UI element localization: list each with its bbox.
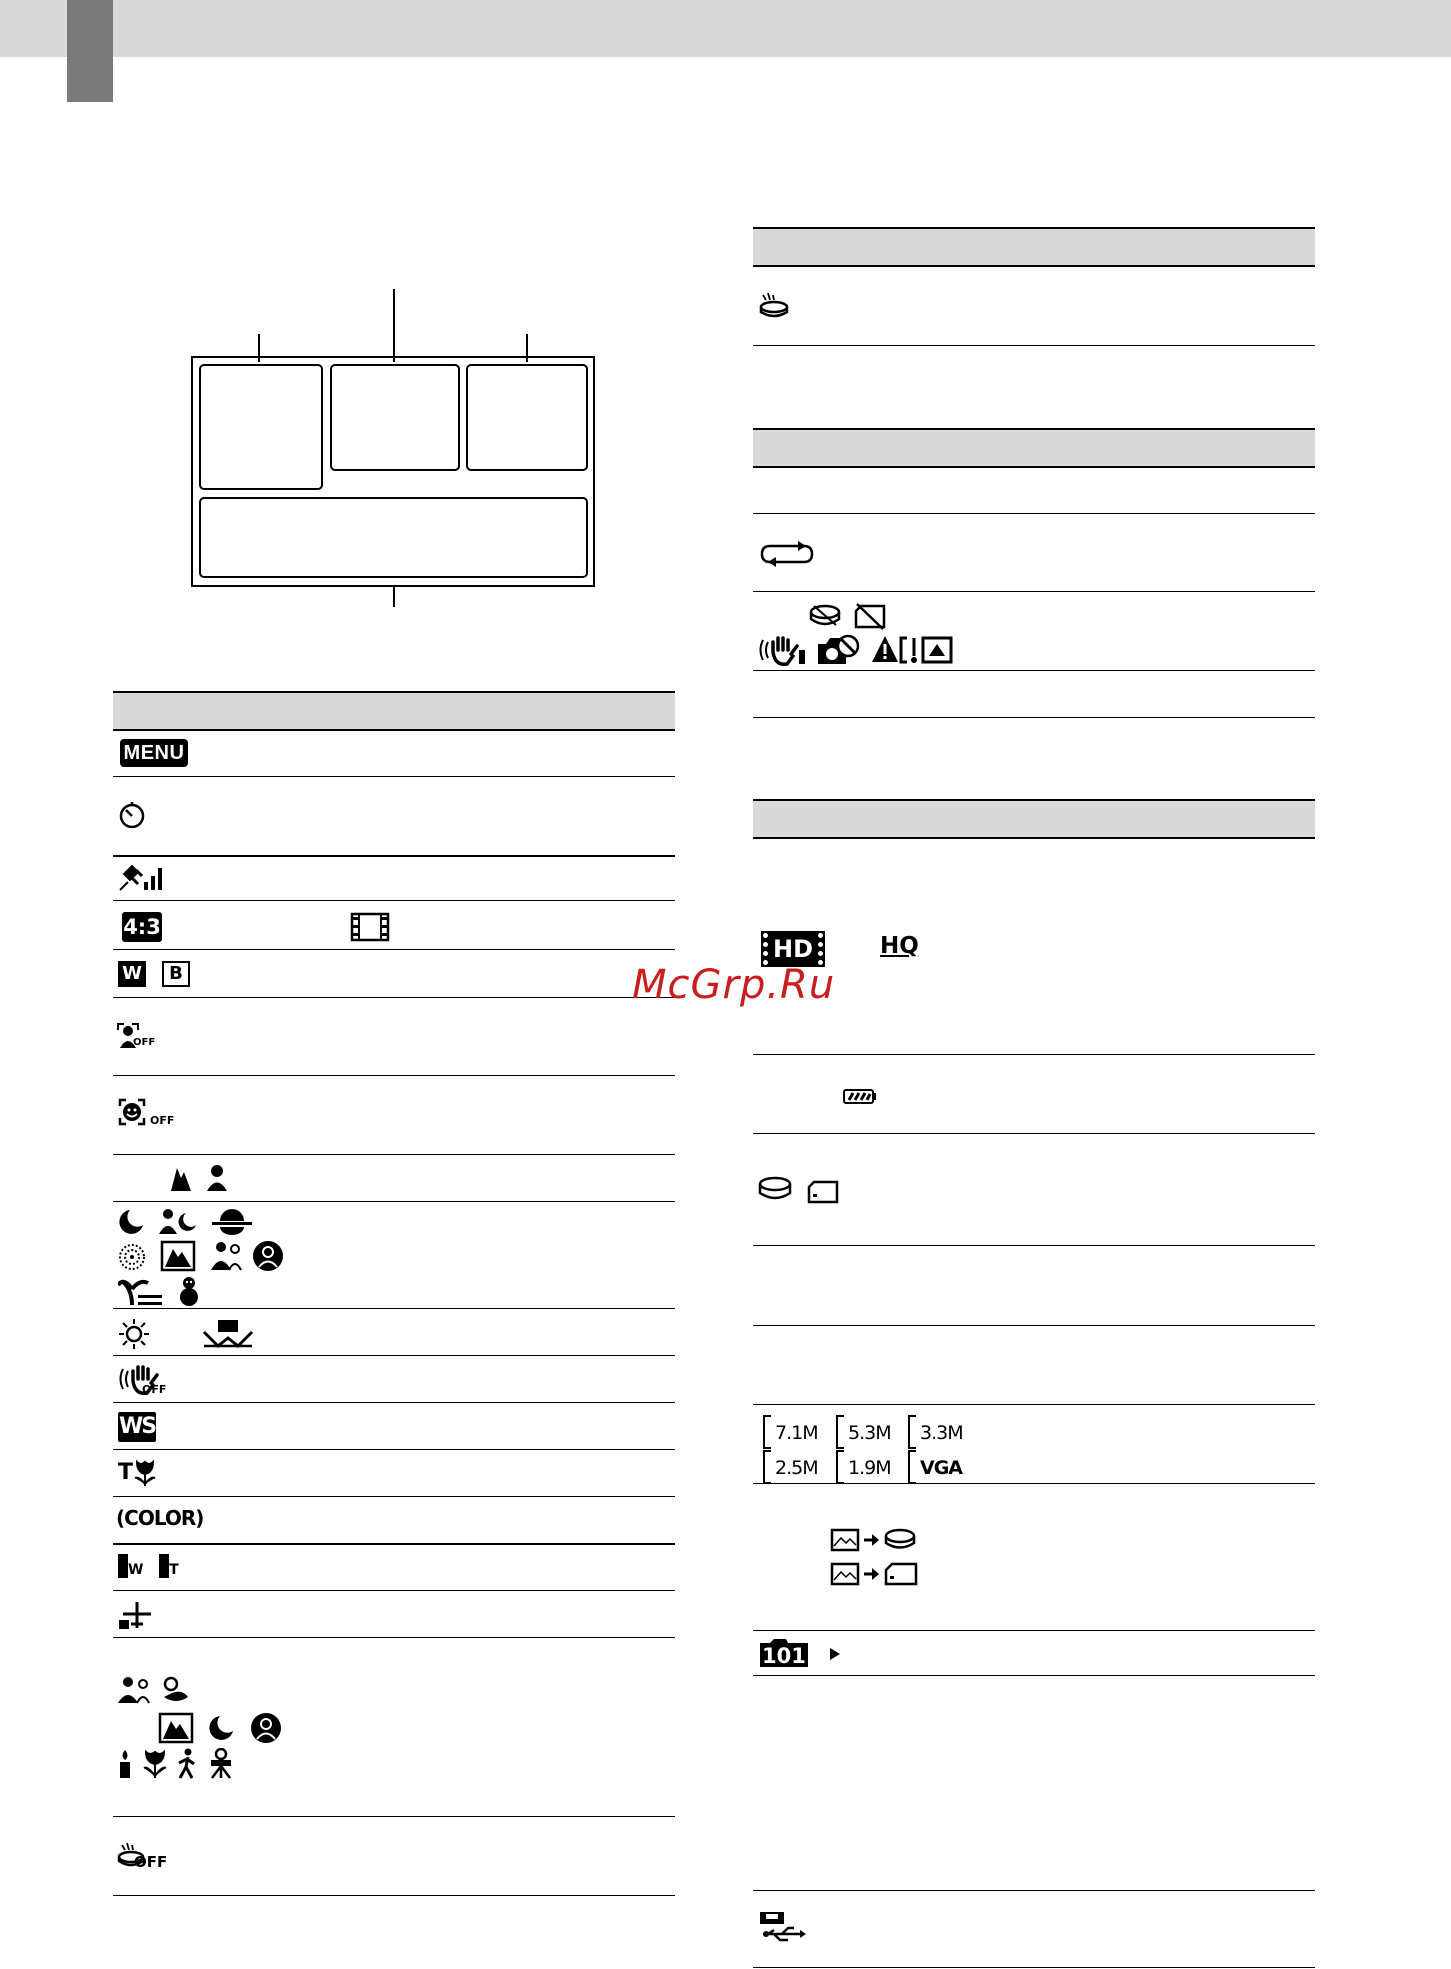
conversion-lens-tele-label: T: [169, 1562, 179, 1578]
row-divider: [113, 1590, 675, 1591]
copy-to-hdd-icon: [830, 1526, 920, 1554]
underwater-icon: [202, 1318, 254, 1348]
row-divider: [753, 1245, 1315, 1246]
hd-icon: HD: [763, 933, 823, 965]
row-divider: [753, 670, 1315, 671]
row-divider: [753, 513, 1315, 514]
film-icon: [350, 912, 390, 942]
conversion-lens-icon: [118, 1553, 179, 1578]
camera-warning-icon: [816, 634, 860, 666]
wide-icon: W: [118, 961, 146, 987]
row-divider: [113, 1402, 675, 1403]
smile-shutter-off-icon: [118, 1098, 152, 1128]
folder-number: 101: [762, 1644, 806, 1668]
night-icon: [206, 1713, 236, 1743]
copy-to-card-icon: [830, 1560, 920, 1588]
row-divider: [113, 1075, 675, 1076]
spotlight-icon: [210, 1240, 242, 1272]
row-divider: [113, 1355, 675, 1356]
face-icon: [117, 1675, 151, 1705]
image-size-5mp-icon: 5.3M: [836, 1415, 896, 1447]
left-table-header: [113, 691, 675, 731]
row-divider: [753, 1054, 1315, 1055]
hdd-icon: [757, 1175, 793, 1205]
row-divider: [113, 1496, 675, 1497]
right-table-header-2: [753, 428, 1315, 468]
battery-icon: [843, 1088, 877, 1106]
row-divider: [113, 1201, 675, 1202]
self-timer-icon: [117, 800, 147, 830]
baby-face-icon: [160, 1675, 192, 1705]
row-divider: [113, 949, 675, 950]
watermark: McGrp.Ru: [632, 962, 836, 1008]
row-divider: [753, 1630, 1315, 1631]
shake-warning-icon: [757, 636, 807, 666]
row-divider: [113, 1895, 675, 1896]
aspect-4-3-icon: 4:3: [122, 912, 162, 942]
row-divider: [113, 1449, 675, 1450]
row-divider: [753, 1133, 1315, 1134]
backlight-icon: B: [162, 961, 190, 987]
card-error-icon: [853, 602, 887, 630]
sun-icon: [118, 1318, 150, 1350]
image-size-7mp-icon: 7.1M: [763, 1415, 823, 1447]
flight-icon: [117, 1600, 153, 1630]
portrait-icon: [206, 1164, 228, 1192]
macro-icon: [142, 1748, 168, 1780]
row-divider: [113, 1816, 675, 1817]
landscape-icon: [170, 1164, 192, 1192]
row-divider: [113, 1154, 675, 1155]
landscape-scene-icon: [160, 1240, 196, 1272]
row-divider: [113, 776, 675, 777]
screen-layout-diagram: [186, 287, 596, 612]
row-divider: [753, 345, 1315, 346]
row-divider: [753, 1404, 1315, 1405]
page-top-bar: [0, 0, 1451, 57]
tripod-icon: [207, 1748, 235, 1780]
row-divider: [753, 717, 1315, 718]
baby-icon: [249, 1712, 283, 1744]
gps-signal-icon: [118, 864, 166, 892]
row-divider: [113, 900, 675, 901]
row-divider: [113, 1637, 675, 1638]
alert-icon: [871, 634, 955, 666]
image-size-vga-icon: VGA: [908, 1450, 968, 1482]
row-divider: [113, 1543, 675, 1545]
loop-icon: [758, 540, 816, 570]
snow-icon: [176, 1275, 202, 1307]
row-divider: [753, 1675, 1315, 1676]
row-divider: [753, 591, 1315, 592]
right-table-header-3: [753, 799, 1315, 839]
menu-icon: MENU: [120, 739, 188, 767]
row-divider: [753, 1890, 1315, 1891]
row-divider: [753, 1967, 1315, 1968]
steadyshot-off-label: OFF: [142, 1383, 167, 1396]
usb-icon: [758, 1910, 806, 1944]
fireworks-icon: [117, 1242, 147, 1272]
drop-off-label: OFF: [134, 1853, 168, 1871]
image-size-3mp-icon: 3.3M: [908, 1415, 968, 1447]
tele-macro-label: T: [118, 1460, 134, 1485]
image-size-1mp-icon: 1.9M: [836, 1450, 896, 1482]
page-tab-marker: [67, 0, 113, 102]
hdd-error-icon: [808, 603, 842, 629]
tele-macro-icon: [133, 1458, 157, 1488]
card-icon: [806, 1180, 840, 1204]
row-divider: [113, 855, 675, 857]
walk-icon: [176, 1748, 198, 1780]
smile-shutter-off-label: OFF: [150, 1114, 175, 1127]
night-icon: [116, 1207, 146, 1237]
baby-icon: [251, 1240, 285, 1272]
beach-icon: [118, 1275, 164, 1307]
image-size-2mp-icon: 2.5M: [763, 1450, 823, 1482]
right-table-header-1: [753, 227, 1315, 267]
hard-drop-icon: [758, 293, 790, 321]
conversion-lens-wide-label: W: [128, 1562, 144, 1578]
candle-icon: [118, 1748, 132, 1780]
hq-icon: HQ: [880, 933, 919, 959]
landscape-scene-icon: [158, 1712, 194, 1744]
ws-icon: WS: [118, 1412, 156, 1442]
row-divider: [753, 1325, 1315, 1326]
face-detect-off-label: OFF: [133, 1037, 156, 1048]
sunrise-icon: [210, 1207, 254, 1237]
row-divider: [113, 1308, 675, 1309]
night-portrait-icon: [158, 1207, 198, 1237]
row-divider: [113, 997, 675, 998]
color-icon: (COLOR): [116, 1506, 204, 1530]
